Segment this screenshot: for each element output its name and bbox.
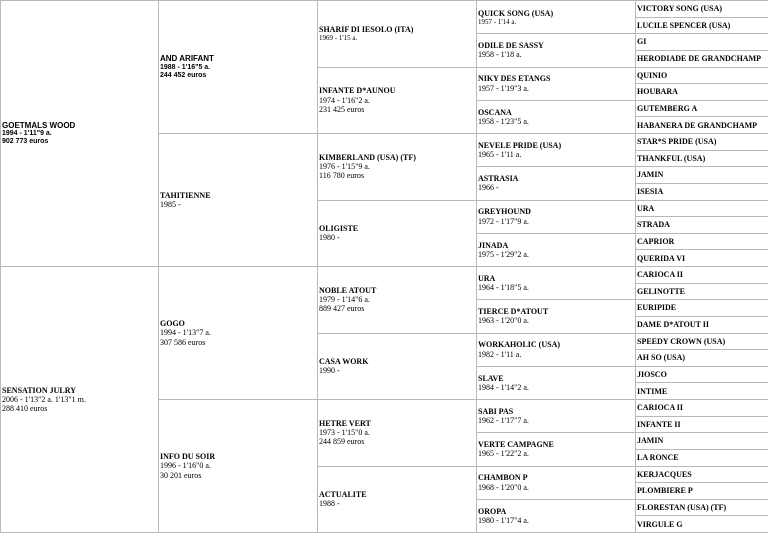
horse-detail: 1979 - 1'14"6 a.: [319, 295, 476, 304]
horse-detail: 1957 - 1'19"3 a.: [478, 84, 635, 93]
sire-dam-cell: [159, 134, 318, 267]
horse-detail: 1974 - 1'16"2 a.: [319, 96, 476, 105]
horse-detail: 1957 - 1'14 a.: [478, 18, 635, 26]
horse-name: SHARIF DI IESOLO (ITA): [319, 25, 476, 34]
horse-name: ODILE DE SASSY: [478, 41, 635, 50]
horse-name: INFANTE II: [637, 420, 768, 429]
horse-name: CAPRIOR: [637, 237, 768, 246]
horse-detail: 902 773 euros: [2, 138, 158, 146]
horse-name: ISESIA: [637, 187, 768, 196]
horse-detail: 244 859 euros: [319, 437, 476, 446]
horse-name: JIOSCO: [637, 370, 768, 379]
horse-name: SABI PAS: [478, 407, 635, 416]
ancestor-gen5: [636, 67, 768, 84]
horse-name: SPEEDY CROWN (USA): [637, 337, 768, 346]
horse-detail: 2006 - 1'13"2 a. 1'13"1 m.: [2, 395, 158, 404]
ancestor-gen4: [477, 499, 636, 532]
sire-cell: [1, 1, 159, 267]
horse-name: PLOMBIERE P: [637, 486, 768, 495]
ancestor-gen5: [636, 449, 768, 466]
horse-detail: 1990 -: [319, 366, 476, 375]
horse-name: GELINOTTE: [637, 287, 768, 296]
ancestor-gen4: [477, 134, 636, 167]
horse-name: THANKFUL (USA): [637, 154, 768, 163]
horse-name: AH SO (USA): [637, 353, 768, 362]
horse-name: AND ARIFANT: [160, 54, 317, 63]
ancestor-gen5: [636, 400, 768, 417]
ancestor-gen5: [636, 117, 768, 134]
ancestor-gen4: [477, 1, 636, 34]
horse-name: LUCILE SPENCER (USA): [637, 21, 768, 30]
horse-name: HETRE VERT: [319, 419, 476, 428]
horse-name: QUICK SONG (USA): [478, 9, 635, 18]
ancestor-gen5: [636, 466, 768, 483]
ancestor-gen3: [318, 400, 477, 467]
horse-detail: 1985 -: [160, 200, 317, 209]
horse-detail: 1988 -: [319, 499, 476, 508]
ancestor-gen5: [636, 499, 768, 516]
horse-detail: 1988 - 1'16"5 a.: [160, 64, 317, 72]
horse-detail: 231 425 euros: [319, 105, 476, 114]
horse-name: NIKY DES ETANGS: [478, 74, 635, 83]
horse-detail: 244 452 euros: [160, 72, 317, 80]
ancestor-gen5: [636, 200, 768, 217]
ancestor-gen4: [477, 466, 636, 499]
ancestor-gen3: [318, 67, 477, 134]
ancestor-gen5: [636, 483, 768, 500]
horse-name: URA: [478, 274, 635, 283]
horse-detail: 1980 -: [319, 233, 476, 242]
horse-detail: 1965 - 1'22"2 a.: [478, 449, 635, 458]
horse-detail: 1996 - 1'16"0 a.: [160, 461, 317, 470]
horse-name: EURIPIDE: [637, 303, 768, 312]
ancestor-gen5: [636, 300, 768, 317]
horse-name: CARIOCA II: [637, 270, 768, 279]
ancestor-gen5: [636, 366, 768, 383]
horse-detail: 1962 - 1'17"7 a.: [478, 416, 635, 425]
horse-detail: 1958 - 1'23"5 a.: [478, 117, 635, 126]
ancestor-gen5: [636, 250, 768, 267]
ancestor-gen5: [636, 34, 768, 51]
horse-name: LA RONCE: [637, 453, 768, 462]
horse-name: KIMBERLAND (USA) (TF): [319, 153, 476, 162]
ancestor-gen4: [477, 400, 636, 433]
ancestor-gen3: [318, 1, 477, 68]
horse-name: CASA WORK: [319, 357, 476, 366]
ancestor-gen4: [477, 67, 636, 100]
ancestor-gen5: [636, 267, 768, 284]
horse-name: VERTE CAMPAGNE: [478, 440, 635, 449]
horse-detail: 1984 - 1'14"2 a.: [478, 383, 635, 392]
ancestor-gen5: [636, 183, 768, 200]
dam-sire-cell: [159, 267, 318, 400]
ancestor-gen5: [636, 233, 768, 250]
ancestor-gen4: [477, 366, 636, 399]
ancestor-gen4: [477, 433, 636, 466]
horse-name: SLAVE: [478, 374, 635, 383]
horse-detail: 1975 - 1'29"2 a.: [478, 250, 635, 259]
horse-name: JAMIN: [637, 170, 768, 179]
horse-name: WORKAHOLIC (USA): [478, 340, 635, 349]
horse-name: HERODIADE DE GRANDCHAMP: [637, 54, 768, 63]
horse-name: VIRGULE G: [637, 520, 768, 529]
ancestor-gen5: [636, 150, 768, 167]
horse-name: JINADA: [478, 241, 635, 250]
horse-name: TAHITIENNE: [160, 191, 317, 200]
horse-detail: 1980 - 1'17"4 a.: [478, 516, 635, 525]
horse-name: JAMIN: [637, 436, 768, 445]
horse-name: GUTEMBERG A: [637, 104, 768, 113]
ancestor-gen3: [318, 267, 477, 334]
horse-name: ACTUALITE: [319, 490, 476, 499]
ancestor-gen5: [636, 1, 768, 18]
horse-name: GI: [637, 37, 768, 46]
ancestor-gen5: [636, 17, 768, 34]
horse-detail: 1994 - 1'13"7 a.: [160, 328, 317, 337]
horse-name: INFO DU SOIR: [160, 452, 317, 461]
ancestor-gen3: [318, 333, 477, 400]
horse-name: CHAMBON P: [478, 473, 635, 482]
ancestor-gen5: [636, 350, 768, 367]
ancestor-gen5: [636, 433, 768, 450]
horse-name: OSCANA: [478, 108, 635, 117]
horse-detail: 1964 - 1'18"5 a.: [478, 283, 635, 292]
horse-name: QUINIO: [637, 71, 768, 80]
horse-name: KERJACQUES: [637, 470, 768, 479]
horse-name: QUERIDA VI: [637, 254, 768, 263]
horse-detail: 1966 -: [478, 183, 635, 192]
horse-name: HOUBARA: [637, 87, 768, 96]
horse-name: GOGO: [160, 319, 317, 328]
ancestor-gen3: [318, 200, 477, 267]
horse-detail: 116 780 euros: [319, 171, 476, 180]
ancestor-gen3: [318, 466, 477, 533]
horse-name: ASTRASIA: [478, 174, 635, 183]
horse-detail: 889 427 euros: [319, 304, 476, 313]
ancestor-gen5: [636, 316, 768, 333]
ancestor-gen5: [636, 167, 768, 184]
sire-sire-cell: [159, 1, 318, 134]
horse-name: VICTORY SONG (USA): [637, 4, 768, 13]
ancestor-gen5: [636, 416, 768, 433]
horse-detail: 1963 - 1'20"0 a.: [478, 316, 635, 325]
ancestor-gen5: [636, 383, 768, 400]
horse-name: GREYHOUND: [478, 207, 635, 216]
ancestor-gen5: [636, 217, 768, 234]
horse-name: CARIOCA II: [637, 403, 768, 412]
horse-name: TIERCE D*ATOUT: [478, 307, 635, 316]
ancestor-gen5: [636, 84, 768, 101]
ancestor-gen5: [636, 516, 768, 533]
ancestor-gen4: [477, 333, 636, 366]
horse-name: INFANTE D*AUNOU: [319, 86, 476, 95]
ancestor-gen5: [636, 283, 768, 300]
ancestor-gen5: [636, 50, 768, 67]
horse-name: DAME D*ATOUT II: [637, 320, 768, 329]
horse-detail: 1969 - 1'15 a.: [319, 34, 476, 42]
horse-name: URA: [637, 204, 768, 213]
horse-detail: 1976 - 1'15"9 a.: [319, 162, 476, 171]
horse-name: GOETMALS WOOD: [2, 121, 158, 130]
horse-name: OLIGISTE: [319, 224, 476, 233]
ancestor-gen5: [636, 100, 768, 117]
horse-detail: 1973 - 1'15"0 a.: [319, 428, 476, 437]
horse-name: OROPA: [478, 507, 635, 516]
horse-name: INTIME: [637, 387, 768, 396]
horse-name: NOBLE ATOUT: [319, 286, 476, 295]
horse-detail: 30 201 euros: [160, 471, 317, 480]
horse-detail: 1982 - 1'11 a.: [478, 350, 635, 359]
ancestor-gen4: [477, 34, 636, 67]
ancestor-gen4: [477, 200, 636, 233]
dam-dam-cell: [159, 400, 318, 533]
ancestor-gen5: [636, 333, 768, 350]
horse-name: STRADA: [637, 220, 768, 229]
ancestor-gen4: [477, 167, 636, 200]
horse-name: FLORESTAN (USA) (TF): [637, 503, 768, 512]
ancestor-gen4: [477, 267, 636, 300]
horse-name: STAR*S PRIDE (USA): [637, 137, 768, 146]
horse-name: HABANERA DE GRANDCHAMP: [637, 121, 768, 130]
horse-detail: 1994 - 1'11"9 a.: [2, 130, 158, 138]
horse-detail: 307 586 euros: [160, 338, 317, 347]
horse-detail: 1965 - 1'11 a.: [478, 150, 635, 159]
ancestor-gen4: [477, 300, 636, 333]
horse-detail: 288 410 euros: [2, 404, 158, 413]
horse-detail: 1972 - 1'17"9 a.: [478, 217, 635, 226]
horse-detail: 1958 - 1'18 a.: [478, 50, 635, 59]
ancestor-gen5: [636, 134, 768, 151]
horse-cell: [1, 267, 159, 533]
ancestor-gen4: [477, 100, 636, 133]
horse-name: SENSATION JULRY: [2, 386, 158, 395]
horse-name: NEVELE PRIDE (USA): [478, 141, 635, 150]
ancestor-gen3: [318, 134, 477, 201]
horse-detail: 1968 - 1'20"0 a.: [478, 483, 635, 492]
ancestor-gen4: [477, 233, 636, 266]
